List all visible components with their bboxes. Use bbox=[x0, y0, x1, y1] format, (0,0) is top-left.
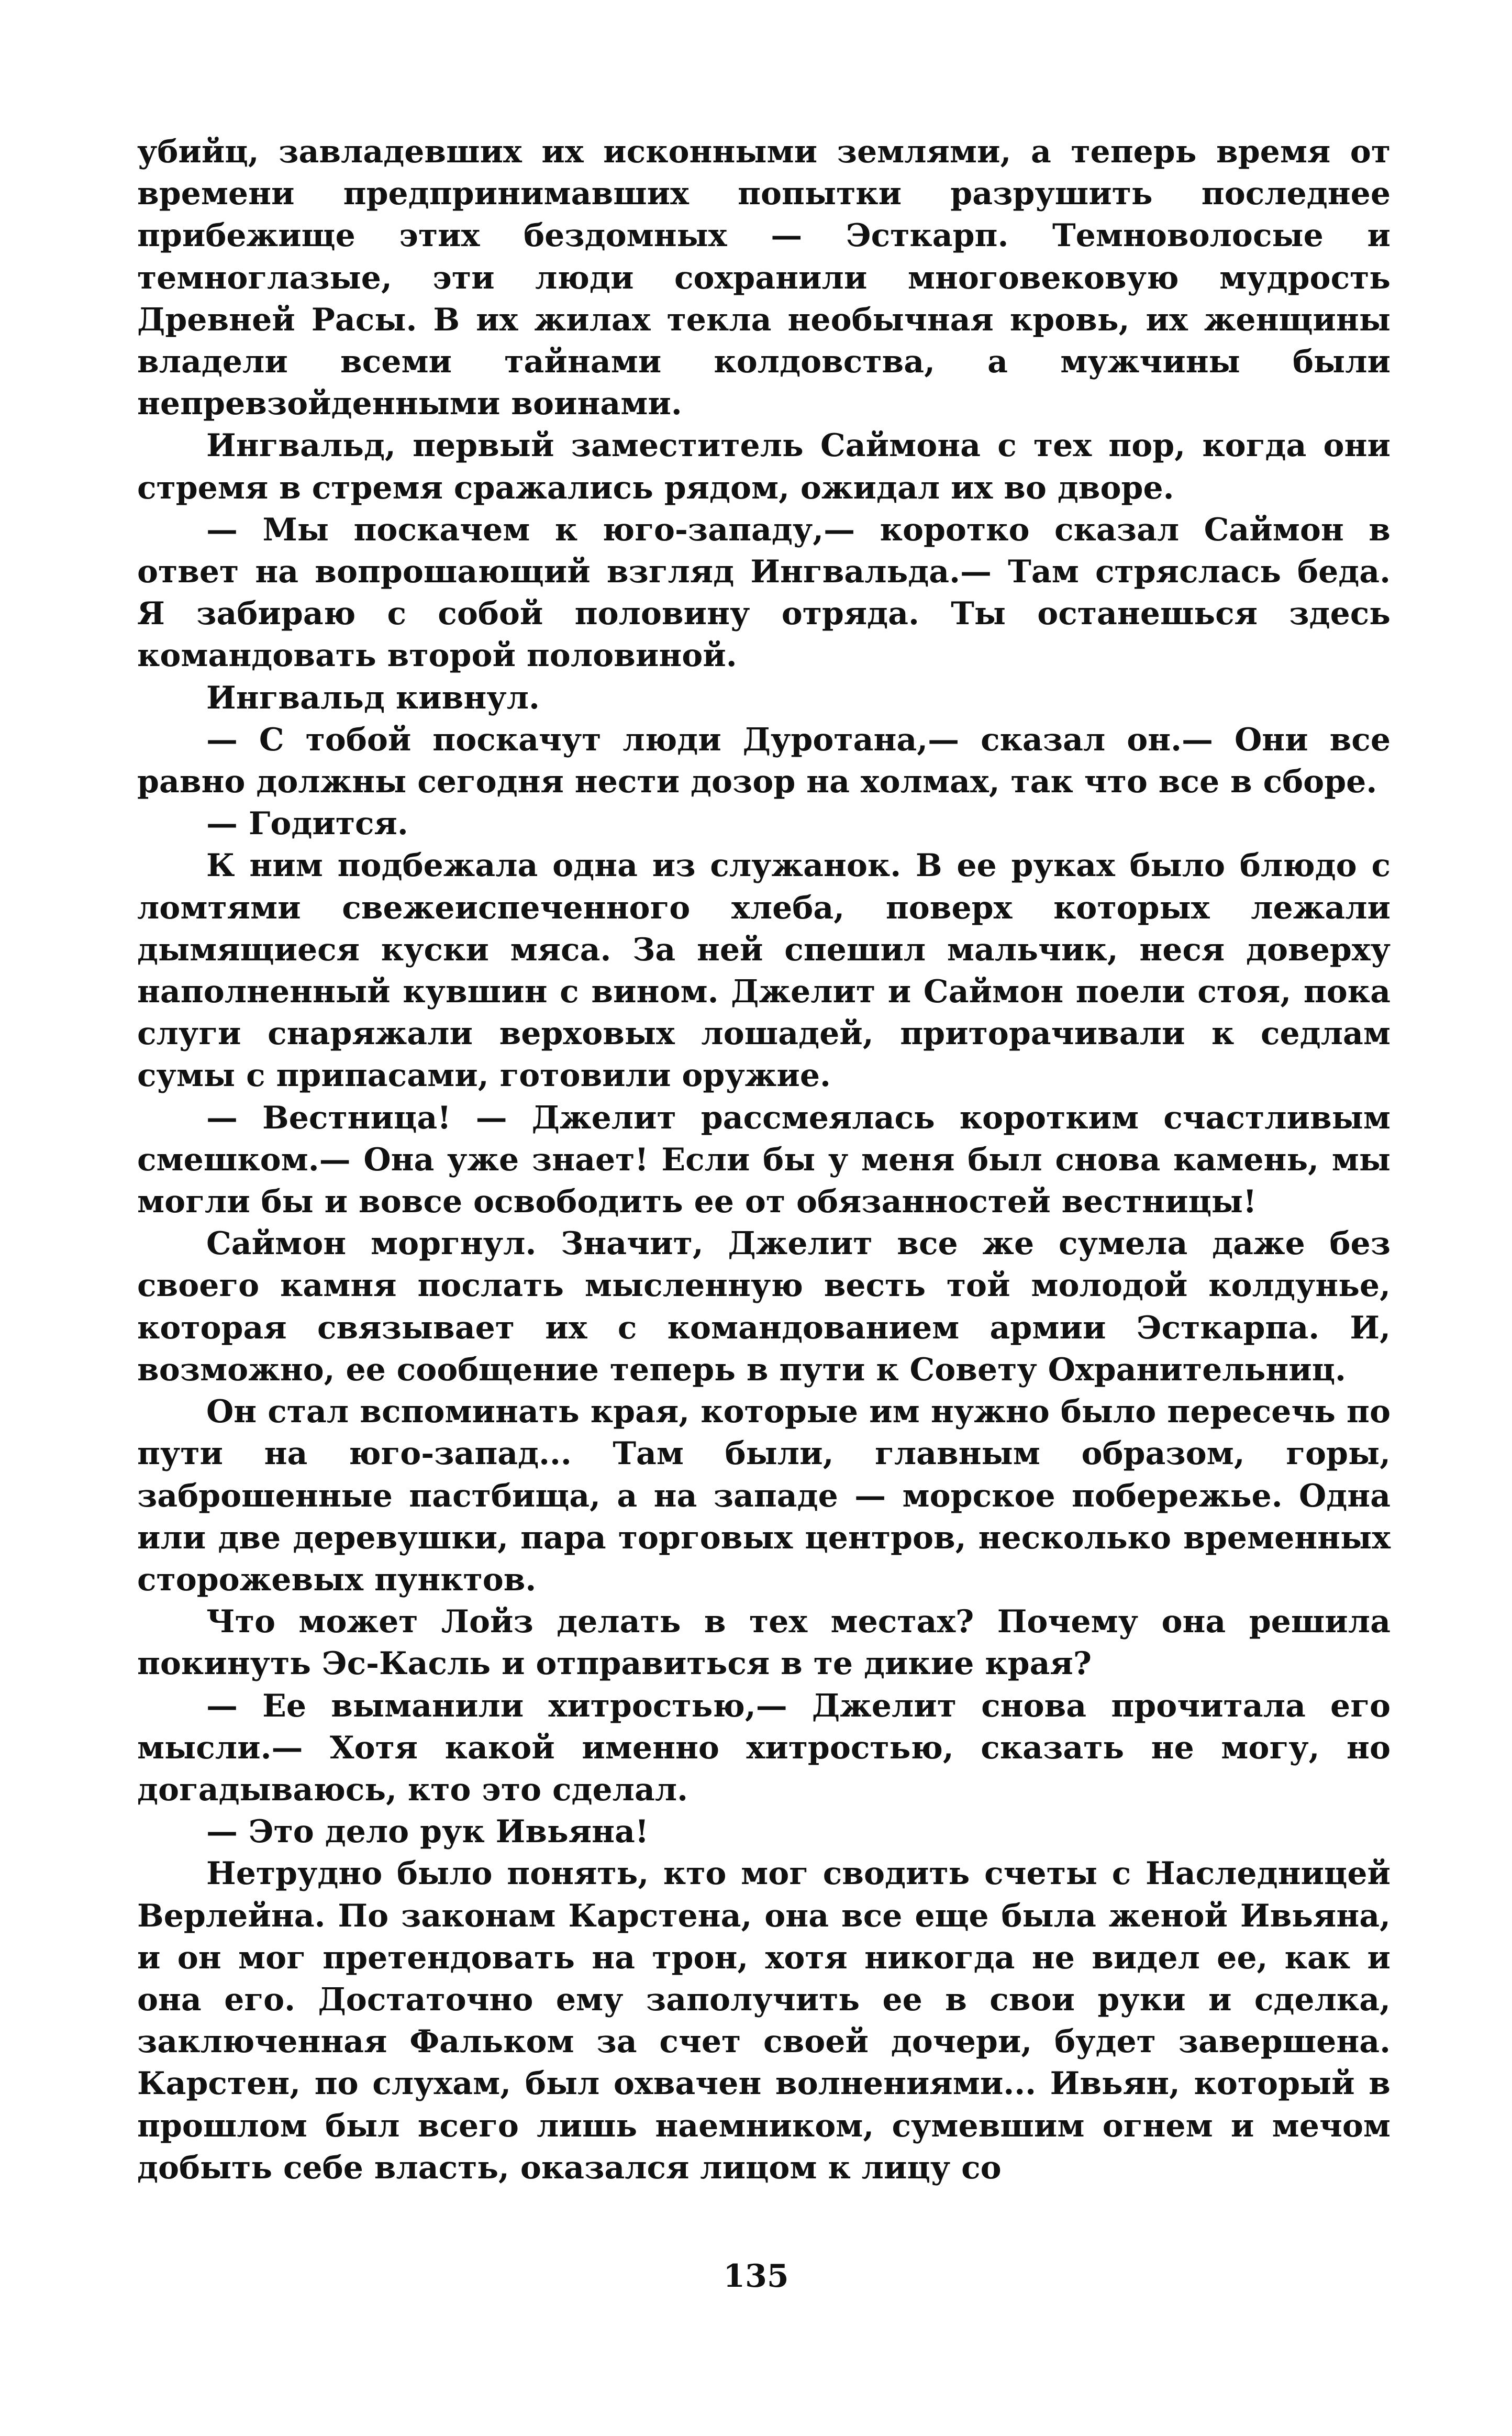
paragraph-6: — Годится. bbox=[206, 805, 408, 843]
paragraph-2: Ингвальд, первый заместитель Саймона с тех пор, когда они стремя в стремя сражались рядом, ожидал их во дворе. bbox=[137, 427, 1391, 506]
book-page-text bbox=[137, 131, 1391, 2189]
paragraph-4: Ингвальд кивнул. bbox=[206, 679, 540, 716]
paragraph-9: Саймон моргнул. Значит, Джелит все же сумела даже без своего камня послать мысленную весть той молодой колдунье, которая связывает их с командованием армии Эсткарпа. И, возможно, ее сообщение теперь в пути к Совету Охранительниц. bbox=[137, 1225, 1391, 1388]
paragraph-5: — С тобой поскачут люди Дуротана,— сказал он.— Они все равно должны сегодня нести дозор на холмах, так что все в сборе. bbox=[137, 721, 1391, 801]
paragraph-12: — Ее выманили хитростью,— Джелит снова прочитала его мысли.— Хотя какой именно хитростью, сказать не могу, но догадываюсь, кто это сделал. bbox=[137, 1687, 1391, 1808]
paragraph-10: Он стал вспоминать края, которые им нужно было пересечь по пути на юго-запад... Там были, главным образом, горы, заброшенные пастбища, а на западе — морское побережье. Одна или две деревушки, пара торговых центров, несколько временных сторожевых пунктов. bbox=[137, 1393, 1391, 1598]
paragraph-11: Что может Лойз делать в тех местах? Почему она решила покинуть Эс-Касль и отправиться в те дикие края? bbox=[137, 1603, 1391, 1682]
paragraph-14: Нетрудно было понять, кто мог сводить счеты с Наследницей Верлейна. По законам Карстена, она все еще была женой Ивьяна, и он мог претендовать на трон, хотя никогда не видел ее, как и она его. Достаточно ему заполучить ее в свои руки и сделка, заключенная Фальком за счет своей дочери, будет завершена. Карстен, по слухам, был охвачен волнениями... Ивьян, который в прошлом был всего лишь наемником, сумевшим огнем и мечом добыть себе власть, оказался лицом к лицу со bbox=[137, 1855, 1391, 2186]
paragraph-8: — Вестница! — Джелит рассмеялась коротким счастливым смешком.— Она уже знает! Если бы у меня был снова камень, мы могли бы и вовсе освободить ее от обязанностей вестницы! bbox=[137, 1099, 1391, 1221]
page-number: 135 bbox=[723, 2258, 789, 2295]
paragraph-3: — Мы поскачем к юго-западу,— коротко сказал Саймон в ответ на вопрошающий взгляд Ингвальда.— Там стряслась беда. Я забираю с собой половину отряда. Ты останешься здесь командовать второй половиной. bbox=[137, 511, 1391, 674]
paragraph-7: К ним подбежала одна из служанок. В ее руках было блюдо с ломтями свежеиспеченного хлеба, поверх которых лежали дымящиеся куски мяса. За ней спешил мальчик, неся доверху наполненный кувшин с вином. Джелит и Саймон поели стоя, пока слуги снаряжали верховых лошадей, приторачивали к седлам сумы с припасами, готовили оружие. bbox=[137, 847, 1391, 1094]
paragraph-13: — Это дело рук Ивьяна! bbox=[206, 1813, 649, 1851]
paragraph-1: убийц, завладевших их исконными землями, а теперь время от времени предпринимавших попытки разрушить последнее прибежище этих бездомных — Эсткарп. Темноволосые и темноглазые, эти люди сохранили многовековую мудрость Древней Расы. В их жилах текла необычная кровь, их женщины владели всеми тайнами колдовства, а мужчины были непревзойденными воинами. bbox=[137, 134, 1391, 423]
